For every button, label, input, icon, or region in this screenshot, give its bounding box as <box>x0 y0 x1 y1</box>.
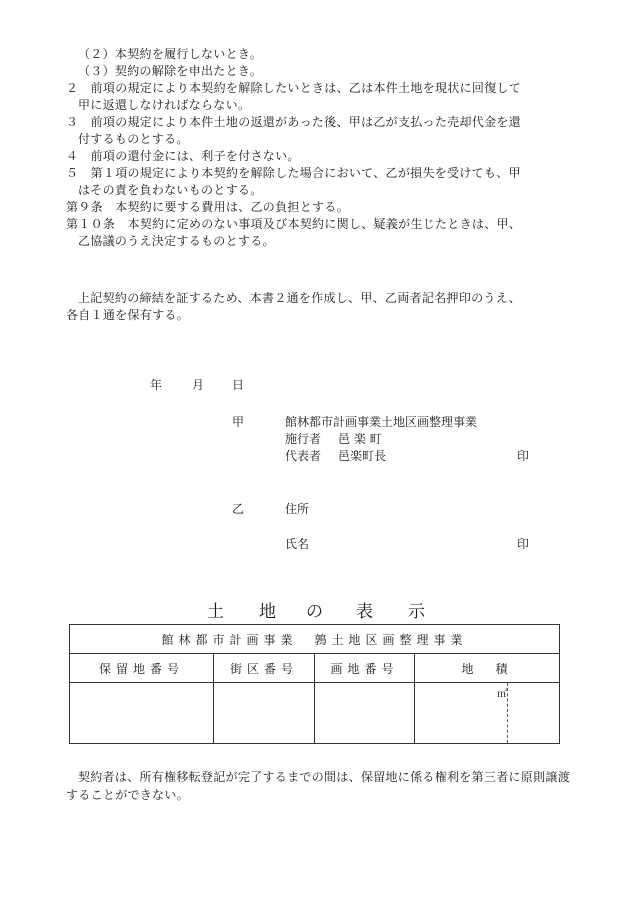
date-month: 月 <box>192 378 205 392</box>
party-a-rep-label: 代表者 <box>285 449 322 463</box>
party-b-name-label: 氏名 <box>285 537 310 551</box>
land-title-char: 地 <box>259 602 276 622</box>
cell-area <box>415 683 560 744</box>
transfer-note: 契約者は、所有権移転登記が完了するまでの間は、保留地に係る権利を第三者に原則譲渡 <box>78 770 571 784</box>
clause-line: （２）本契約を履行しないとき。 <box>78 47 263 61</box>
transfer-note: することができない。 <box>66 788 190 802</box>
land-table-project: 館林都市計画事業 鶉土地区画整理事業 <box>70 625 560 654</box>
party-a-executor: 邑 楽 町 <box>338 432 382 446</box>
closing-statement: 各自１通を保有する。 <box>66 308 190 322</box>
clause-line: 付するものとする。 <box>78 132 189 146</box>
party-a-label: 甲 <box>232 415 245 429</box>
party-a-executor-label: 施行者 <box>285 432 322 446</box>
clause-line: はその責を負わないものとする。 <box>78 183 263 197</box>
land-title-char: 示 <box>408 602 425 622</box>
party-b-label: 乙 <box>232 502 245 516</box>
header-area: 地 積 <box>415 654 560 683</box>
land-table <box>69 624 560 744</box>
cell-parcel-number <box>315 683 415 744</box>
land-title-char: の <box>306 602 323 622</box>
cell-block-number <box>214 683 315 744</box>
cell-reserved-lot-number <box>70 683 214 744</box>
party-a-org: 館林都市計画事業土地区画整理事業 <box>285 415 478 429</box>
header-block-number: 街区番号 <box>214 654 315 683</box>
article-9: 第９条 本契約に要する費用は、乙の負担とする。 <box>66 200 349 214</box>
header-parcel-number: 画地番号 <box>315 654 415 683</box>
party-a-rep: 邑楽町長 <box>338 449 387 463</box>
date-year: 年 <box>150 378 163 392</box>
clause-line: ５ 第１項の規定により本契約を解除した場合において、乙が損失を受けても、甲 <box>66 166 521 180</box>
article-10: 第１０条 本契約に定めのない事項及び本契約に関し、疑義が生じたときは、甲、 <box>66 217 522 231</box>
clause-line: 甲に返還しなければならない。 <box>78 98 251 112</box>
closing-statement: 上記契約の締結を証するため、本書２通を作成し、甲、乙両者記名押印のうえ、 <box>78 291 522 305</box>
clause-line: ４ 前項の還付金には、利子を付さない。 <box>66 149 300 163</box>
land-title-char: 土 <box>207 602 224 622</box>
date-day: 日 <box>232 378 245 392</box>
clause-line: 乙協議のうえ決定するものとする。 <box>78 234 275 248</box>
land-title-char: 表 <box>356 602 373 622</box>
party-b-seal: 印 <box>517 537 530 551</box>
area-unit: ㎡ <box>497 689 508 700</box>
clause-line: （３）契約の解除を申出たとき。 <box>78 64 263 78</box>
header-reserved-lot-number: 保留地番号 <box>70 654 214 683</box>
clause-line: ２ 前項の規定により本契約を解除したいときは、乙は本件土地を現状に回復して <box>66 81 522 95</box>
clause-line: ３ 前項の規定により本件土地の返還があった後、甲は乙が支払った売却代金を還 <box>66 115 521 129</box>
party-a-seal: 印 <box>517 449 530 463</box>
area-decimal-divider <box>507 683 508 743</box>
party-b-address-label: 住所 <box>285 502 310 516</box>
